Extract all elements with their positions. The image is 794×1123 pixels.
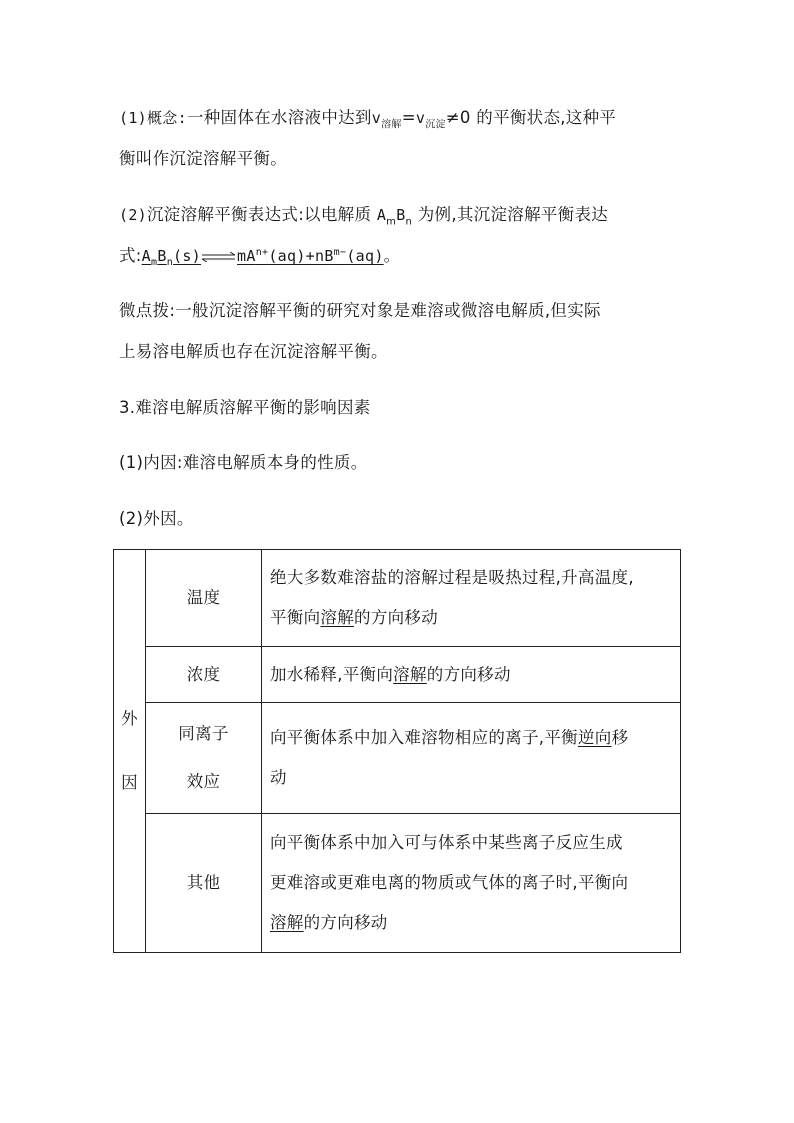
electrolyte-m: m — [386, 216, 397, 228]
formula-n: n — [166, 257, 174, 268]
desc-text: 加水稀释,平衡向 — [270, 664, 394, 684]
concept-label: (1)概念: — [119, 109, 187, 127]
expression-label: (2) — [119, 206, 147, 224]
concept-text-b: ≠0 的平衡状态,这种平 — [445, 108, 617, 127]
expression-text-b: 为例,其沉淀溶解平衡表达 — [412, 205, 609, 224]
formula-B: B — [157, 247, 167, 265]
desc-text: 移 — [611, 728, 629, 747]
factor-name-other: 其他 — [146, 814, 262, 953]
velocity-subscript-dissolve: 溶解 — [381, 119, 402, 131]
formula-state-aq: (aq) — [346, 247, 384, 265]
desc-text: 向平衡体系中加入可与体系中某些离子反应生成 — [270, 833, 623, 852]
formula-anion-charge: m− — [333, 247, 347, 258]
desc-underlined: 逆向 — [577, 728, 612, 747]
formula-anion: (aq)+nB — [268, 247, 334, 265]
expression-text-a: 沉淀溶解平衡表达式:以电解质 — [147, 205, 377, 224]
desc-underlined: 溶解 — [270, 913, 304, 932]
desc-text: 绝大多数难溶盐的溶解过程是吸热过程,升高温度, — [270, 568, 634, 587]
factor-desc-concentration — [262, 647, 681, 703]
external-factors-table — [113, 549, 681, 953]
table-row — [114, 647, 681, 703]
external-factor-line: (2)外因。 — [119, 509, 194, 528]
formula-cation-charge: n+ — [255, 247, 269, 258]
outer-label-cell — [114, 550, 146, 953]
desc-text: 的方向移动 — [303, 913, 388, 932]
formula-state-solid: (s) — [173, 247, 202, 265]
factor-name-part: 效应 — [186, 772, 221, 791]
electrolyte-A: A — [376, 206, 387, 224]
factor-desc-other — [262, 814, 681, 953]
factor-name-concentration: 浓度 — [146, 647, 262, 703]
table-row — [114, 814, 681, 953]
factor-name-temperature: 温度 — [146, 550, 262, 647]
concept-line-2: 衡叫作沉淀溶解平衡。 — [119, 149, 287, 168]
expression-line-2 — [119, 244, 400, 268]
factor-desc-common-ion — [262, 703, 681, 814]
factor-desc-temperature — [262, 550, 681, 647]
desc-text: 的方向移动 — [426, 664, 511, 684]
formula-cation: mA — [237, 247, 256, 265]
equilibrium-formula — [141, 247, 384, 268]
formula-A: A — [141, 247, 152, 265]
desc-text: 平衡向 — [270, 608, 321, 627]
factor-name-part: 同离子 — [178, 724, 229, 743]
section-3-heading: 3.难溶电解质溶解平衡的影响因素 — [119, 398, 371, 417]
table-row — [114, 550, 681, 647]
formula-m: m — [151, 257, 158, 268]
outer-label-char-1: 外 — [121, 709, 138, 728]
desc-underlined: 溶解 — [393, 664, 427, 684]
equals-sign: = — [401, 108, 416, 127]
desc-text: 动 — [270, 768, 287, 787]
electrolyte-B: B — [396, 206, 406, 224]
expression-line-1 — [119, 203, 608, 227]
desc-text: 的方向移动 — [354, 608, 439, 627]
tip-line-2: 上易溶电解质也存在沉淀溶解平衡。 — [119, 342, 388, 361]
velocity-subscript-precipitate: 沉淀 — [425, 119, 446, 131]
concept-text-a: 一种固体在水溶液中达到 — [186, 108, 372, 127]
velocity-symbol-2: v — [415, 109, 426, 127]
table-row — [114, 703, 681, 814]
electrolyte-n: n — [405, 216, 413, 228]
concept-line-1 — [119, 106, 616, 130]
outer-label-char-2: 因 — [121, 773, 138, 792]
factor-name-common-ion — [146, 703, 262, 814]
desc-text: 向平衡体系中加入难溶物相应的离子,平衡 — [270, 728, 578, 747]
velocity-symbol-1: v — [371, 109, 382, 127]
expression-prefix: 式: — [119, 246, 142, 265]
equilibrium-arrow-icon — [201, 252, 237, 262]
internal-factor-line: (1)内因:难溶电解质本身的性质。 — [119, 453, 368, 472]
desc-underlined: 溶解 — [320, 608, 355, 627]
expression-end: 。 — [383, 246, 401, 265]
desc-text: 更难溶或更难电离的物质或气体的离子时,平衡向 — [270, 873, 629, 892]
tip-line-1: 微点拨:一般沉淀溶解平衡的研究对象是难溶或微溶电解质,但实际 — [119, 301, 601, 320]
